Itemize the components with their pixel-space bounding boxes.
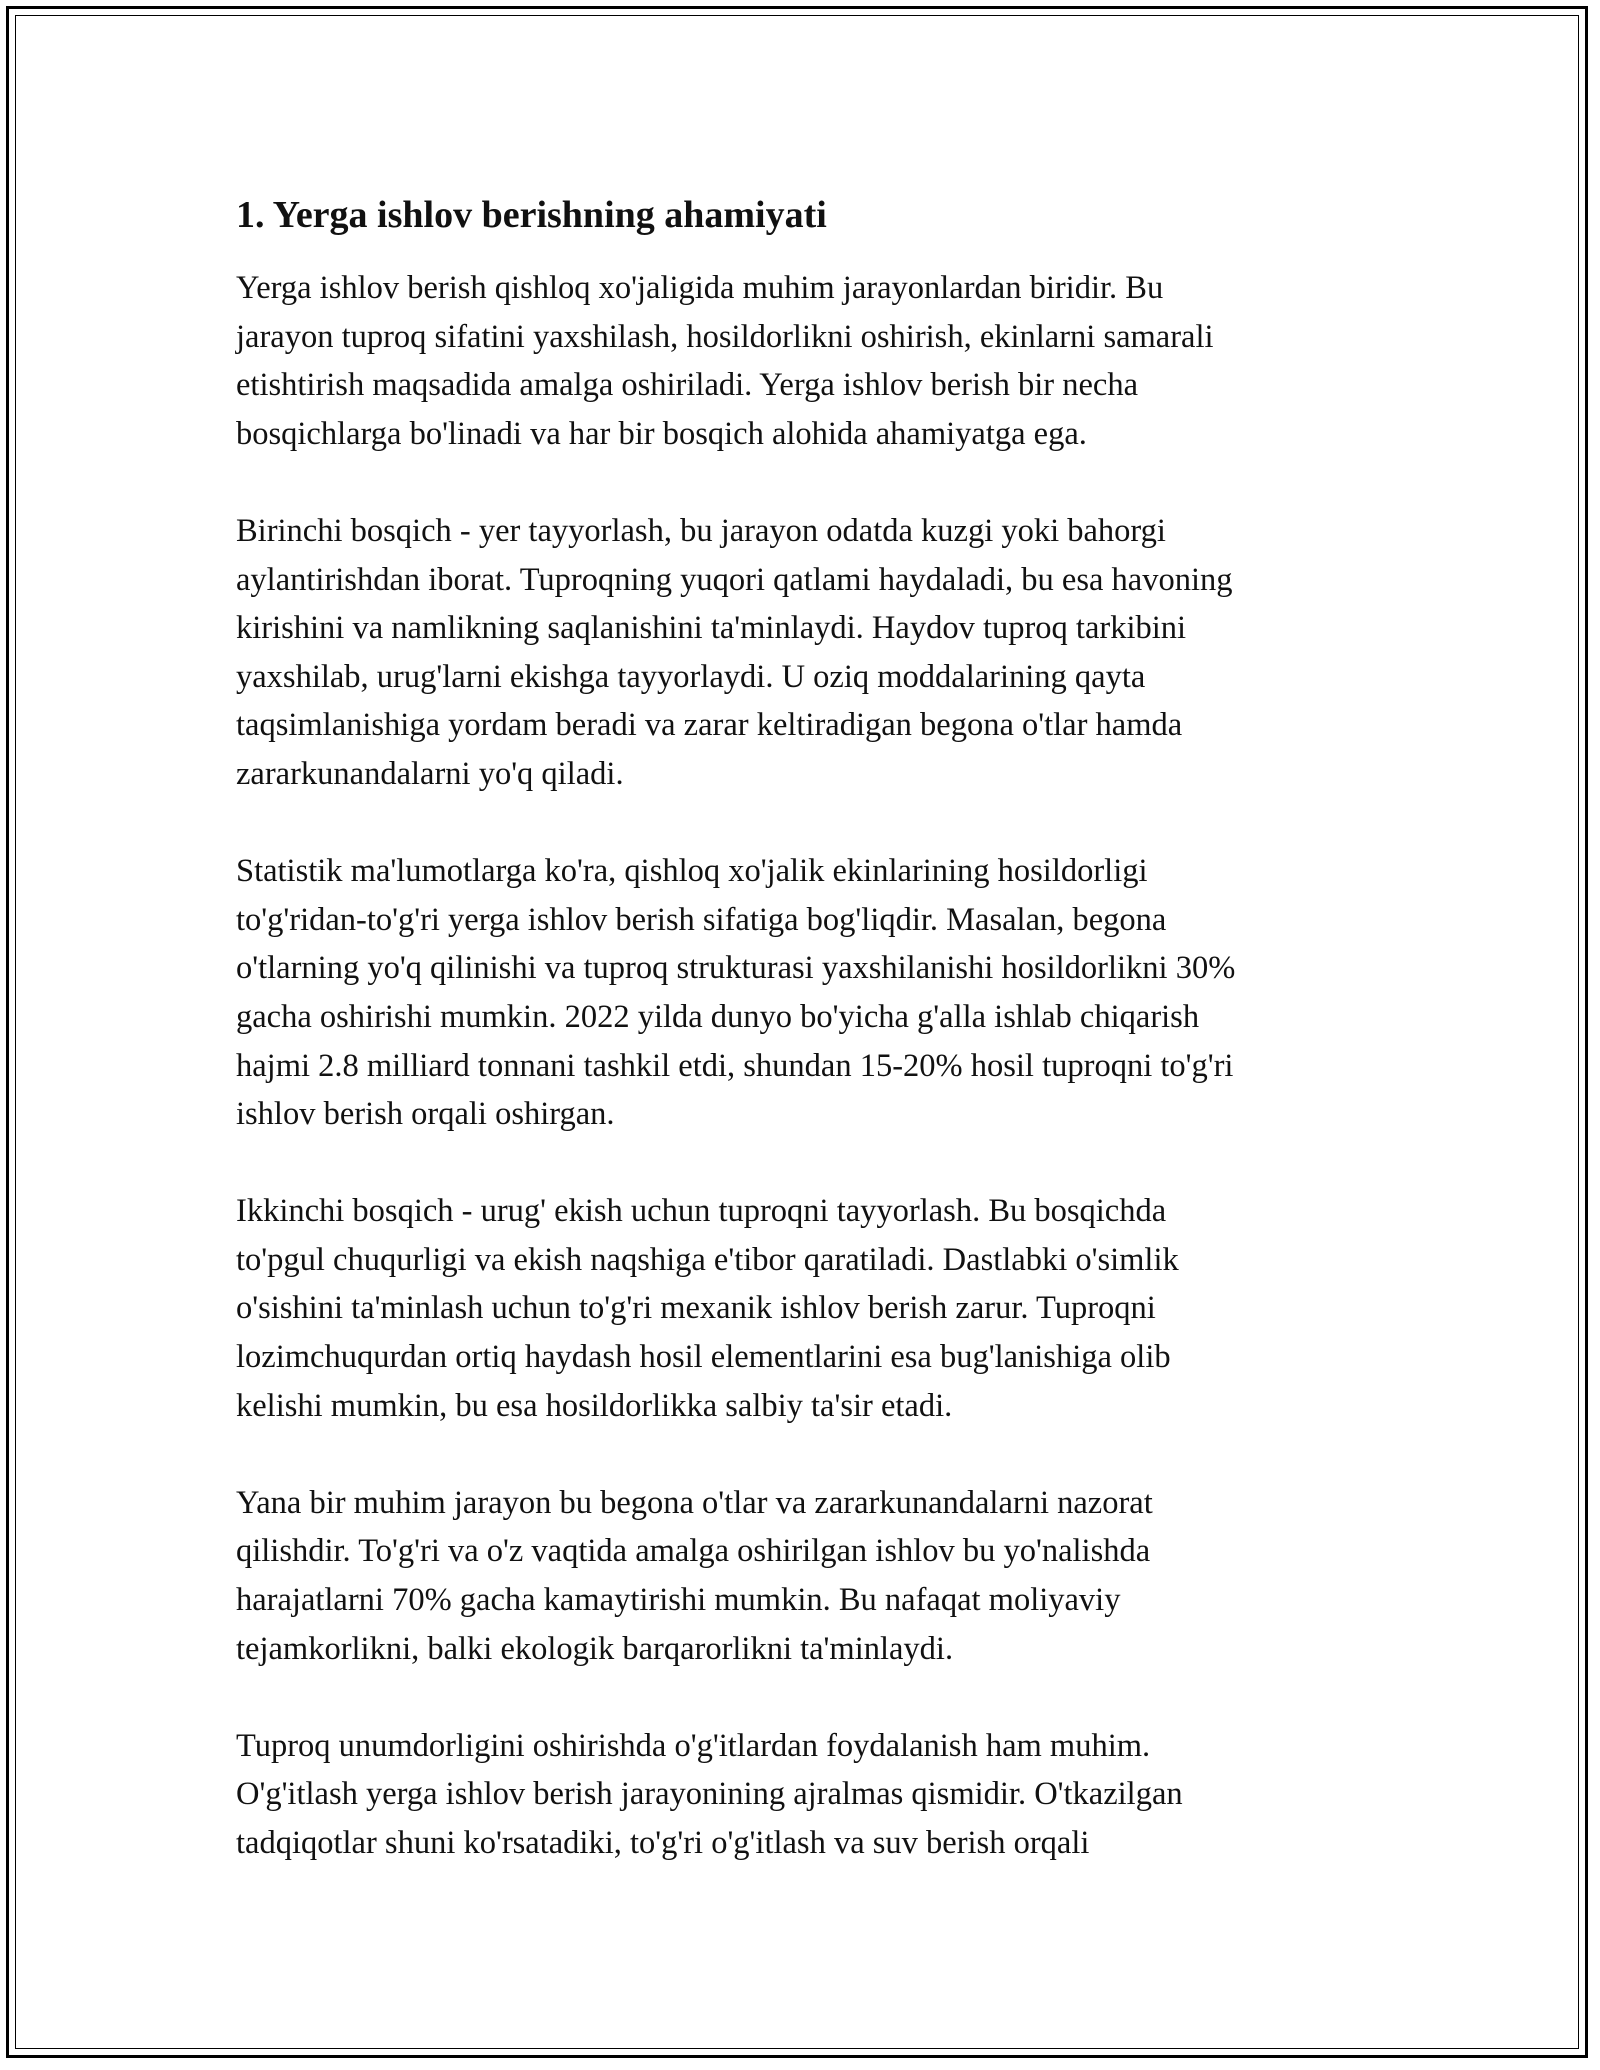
paragraph-line: lozimchuqurdan ortiq haydash hosil elementlarini esa bug'lanishiga olib: [236, 1339, 1171, 1376]
paragraph-line: o'sishini ta'minlash uchun to'g'ri mexanik ishlov berish zarur. Tuproqni: [236, 1290, 1156, 1327]
paragraph-line: jarayon tuproq sifatini yaxshilash, hosildorlikni oshirish, ekinlarni samarali: [236, 318, 1214, 355]
paragraph-line: kelishi mumkin, bu esa hosildorlikka salbiy ta'sir etadi.: [236, 1387, 953, 1424]
paragraph-line: o'tlarning yo'q qilinishi va tuproq strukturasi yaxshilanishi hosildorlikni 30%: [236, 950, 1236, 987]
paragraph-line: tejamkorlikni, balki ekologik barqarorlikni ta'minlaydi.: [236, 1630, 954, 1667]
paragraph-intro: [236, 264, 1376, 458]
paragraph-line: qilishdir. To'g'ri va o'z vaqtida amalga oshirilgan ishlov bu yo'nalishda: [236, 1533, 1151, 1570]
paragraph-line: yaxshilab, urug'larni ekishga tayyorlaydi. U oziq moddalarining qayta: [236, 658, 1146, 695]
paragraph-statistics: [236, 847, 1376, 1139]
paragraph-line: gacha oshirishi mumkin. 2022 yilda dunyo bo'yicha g'alla ishlab chiqarish: [236, 998, 1200, 1035]
paragraph-line: Yana bir muhim jarayon bu begona o'tlar va zararkunandalarni nazorat: [236, 1484, 1153, 1521]
paragraph-line: kirishini va namlikning saqlanishini ta'minlaydi. Haydov tuproq tarkibini: [236, 610, 1187, 647]
section-title: 1. Yerga ishlov berishning ahamiyati: [236, 194, 827, 236]
paragraph-second-stage: [236, 1187, 1376, 1430]
paragraph-line: to'pgul chuqurligi va ekish naqshiga e'tibor qaratiladi. Dastlabki o'simlik: [236, 1241, 1179, 1278]
paragraph-line: O'g'itlash yerga ishlov berish jarayonining ajralmas qismidir. O'tkazilgan: [236, 1776, 1183, 1813]
paragraph-line: Statistik ma'lumotlarga ko'ra, qishloq xo'jalik ekinlarining hosildorligi: [236, 853, 1148, 890]
paragraph-weed-control: [236, 1479, 1376, 1673]
paragraph-line: to'g'ridan-to'g'ri yerga ishlov berish sifatiga bog'liqdir. Masalan, begona: [236, 901, 1167, 938]
paragraph-line: Yerga ishlov berish qishloq xo'jaligida muhim jarayonlardan biridir. Bu: [236, 270, 1164, 306]
paragraph-line: aylantirishdan iborat. Tuproqning yuqori qatlami haydaladi, bu esa havoning: [236, 561, 1233, 598]
paragraph-line: Ikkinchi bosqich - urug' ekish uchun tuproqni tayyorlash. Bu bosqichda: [236, 1193, 1167, 1230]
paragraph-line: Tuproq unumdorligini oshirishda o'g'itlardan foydalanish ham muhim.: [236, 1727, 1151, 1764]
paragraph-line: taqsimlanishiga yordam beradi va zarar keltiradigan begona o'tlar hamda: [236, 707, 1183, 744]
paragraph-line: Birinchi bosqich - yer tayyorlash, bu jarayon odatda kuzgi yoki bahorgi: [236, 512, 1166, 549]
paragraph-line: bosqichlarga bo'linadi va har bir bosqich alohida ahamiyatga ega.: [236, 415, 1087, 452]
paragraph-line: tadqiqotlar shuni ko'rsatadiki, to'g'ri o'g'itlash va suv berish orqali: [236, 1825, 1090, 1861]
paragraph-first-stage: [236, 507, 1376, 799]
paragraph-line: ishlov berish orqali oshirgan.: [236, 1096, 615, 1133]
document-body: [236, 188, 1376, 1916]
paragraph-line: zararkunandalarni yo'q qiladi.: [236, 755, 624, 792]
paragraph-line: harajatlarni 70% gacha kamaytirishi mumkin. Bu nafaqat moliyaviy: [236, 1582, 1121, 1619]
paragraph-line: hajmi 2.8 milliard tonnani tashkil etdi, shundan 15-20% hosil tuproqni to'g'ri: [236, 1047, 1234, 1084]
paragraph-line: etishtirish maqsadida amalga oshiriladi. Yerga ishlov berish bir necha: [236, 367, 1139, 404]
paragraph-fertilizer: [236, 1722, 1376, 1868]
